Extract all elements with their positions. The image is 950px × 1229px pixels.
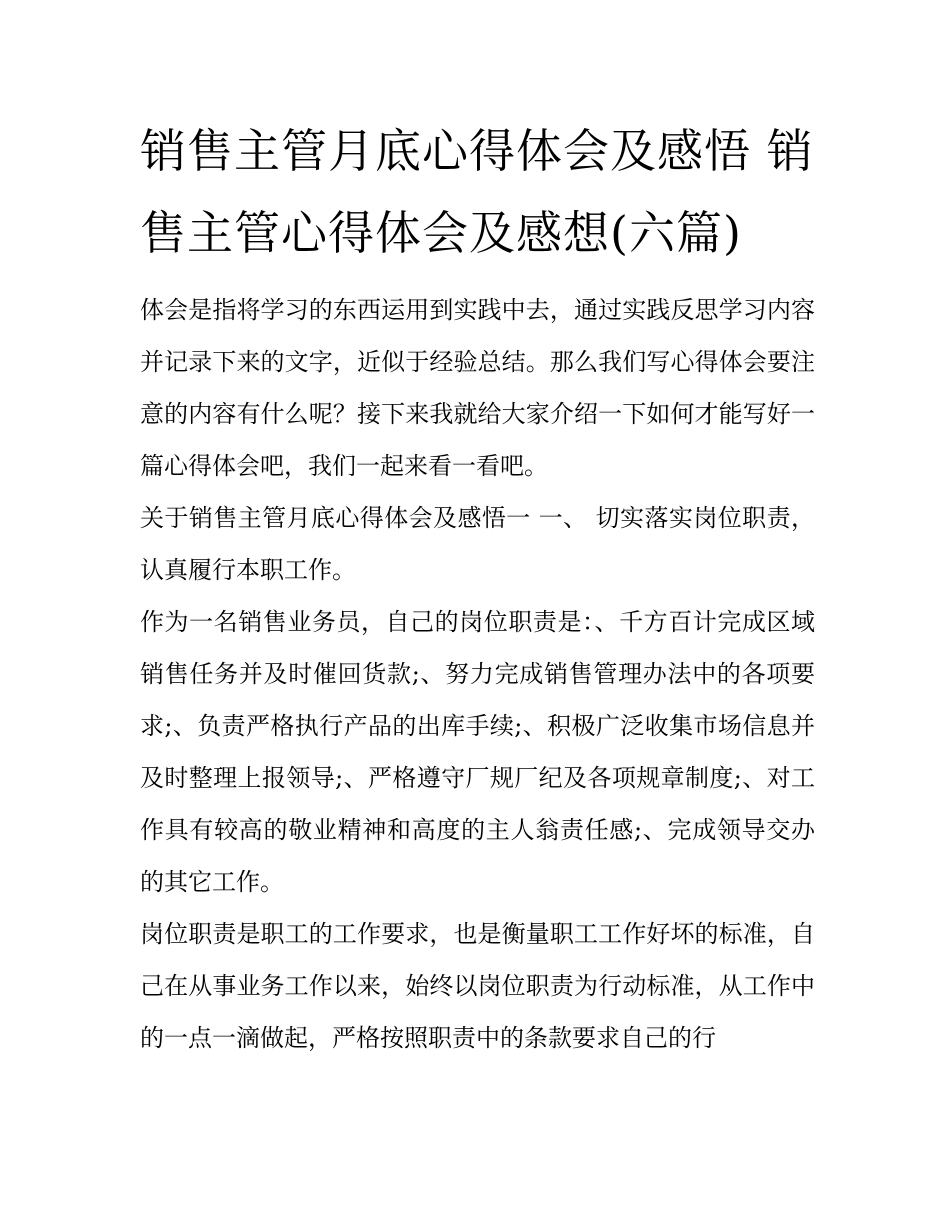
paragraph-duties: 作为一名销售业务员，自己的岗位职责是：、千方百计完成区域销售任务并及时催回货款;、努力完成销售管理办法中的各项要求;、负责严格执行产品的出库手续;、积极广泛收集市场信息并及时整理上报领导;、严格遵守厂规厂纪及各项规章制度;、对工作具有较高的敬业精神和高度的主人翁责任感;、完成领导交办的其它工作。 — [140, 608, 815, 896]
document-title: 销售主管月底心得体会及感悟 销售主管心得体会及感想(六篇) — [140, 124, 814, 260]
paragraph-standards: 岗位职责是职工的工作要求，也是衡量职工工作好坏的标准，自己在从事业务工作以来，始终以岗位职责为行动标准，从工作中的一点一滴做起，严格按照职责中的条款要求自己的行 — [140, 920, 815, 1052]
document-page — [140, 110, 815, 1064]
paragraph-section-heading: 关于销售主管月底心得体会及感悟一 一、 切实落实岗位职责，认真履行本职工作。 — [140, 504, 815, 584]
paragraph-intro: 体会是指将学习的东西运用到实践中去，通过实践反思学习内容并记录下来的文字，近似于经验总结。那么我们写心得体会要注意的内容有什么呢？接下来我就给大家介绍一下如何才能写好一篇心得体会吧，我们一起来看一看吧。 — [140, 296, 815, 480]
